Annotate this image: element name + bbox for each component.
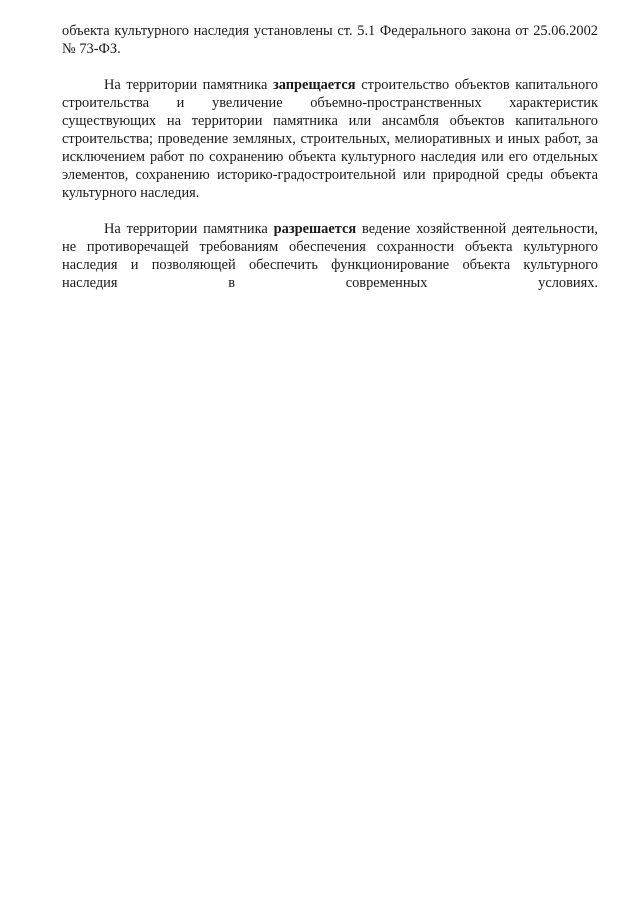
permitted-text (62, 220, 598, 292)
permitted-lead: На территории памятника (104, 221, 274, 237)
continuation-text: объекта культурного наследия установлены ст. 5.1 Федерального закона от 25.06.2002 № 73-ФЗ. (62, 23, 598, 57)
permitted-body: ведение хозяйственной деятельности, не противоречащей требованиям обеспечения сохранности объекта культурного наследия и позволяющей обеспечить функционирование объекта культурного наследия в современных условиях. (62, 221, 598, 291)
continuation-paragraph (62, 22, 598, 58)
permitted-paragraph (62, 220, 598, 292)
prohibited-body: строительство объектов капитального строительства и увеличение объемно-пространственных характеристик существующих на территории памятника или ансамбля объектов капитального строительства; проведение земляных, строительных, мелиоративных и иных работ, за исключением работ по сохранению объекта культурного наследия или его отдельных элементов, сохранению историко-градостроительной или природной среды объекта культурного наследия. (62, 77, 598, 201)
prohibited-lead: На территории памятника (104, 77, 273, 93)
permitted-keyword: разрешается (273, 221, 357, 237)
prohibited-text (62, 76, 598, 202)
prohibited-paragraph (62, 76, 598, 202)
prohibited-keyword: запрещается (272, 77, 356, 93)
